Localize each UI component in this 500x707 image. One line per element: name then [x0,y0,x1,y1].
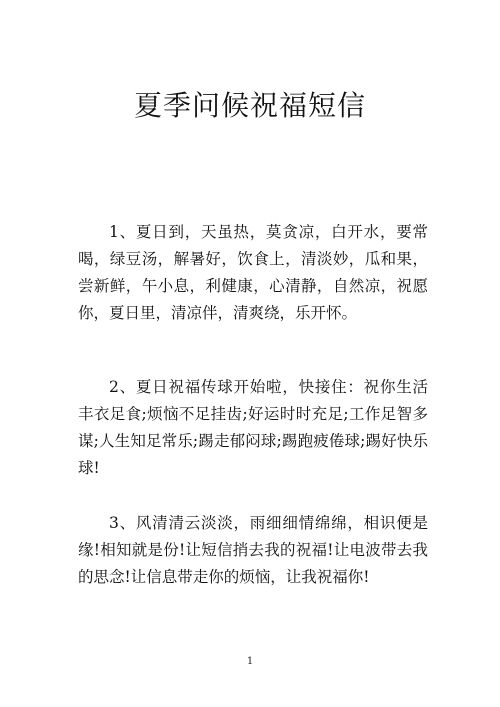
page-number: 1 [246,656,254,667]
paragraph-1: 1、夏日到，天虽热，莫贪凉，白开水，要常喝，绿豆汤，解暑好，饮食上，清淡妙，瓜和果，尝新鲜，午小息，利健康，心清静，自然凉，祝愿你，夏日里，清凉伴，清爽绕，乐开怀。 [78,223,428,322]
paragraph-2: 2、夏日祝福传球开始啦，快接住：祝你生活丰衣足食;烦恼不足挂齿;好运时时充足;工作足智多谋;人生知足常乐;踢走郁闷球;踢跑疲倦球;踢好快乐球! [78,378,428,477]
paragraph-3: 3、风清清云淡淡，雨细细情绵绵，相识便是缘!相知就是份!让短信捎去我的祝福!让电波带去我的思念!让信息带走你的烦恼，让我祝福你! [78,514,428,586]
document-title: 夏季问候祝福短信 [133,89,366,122]
